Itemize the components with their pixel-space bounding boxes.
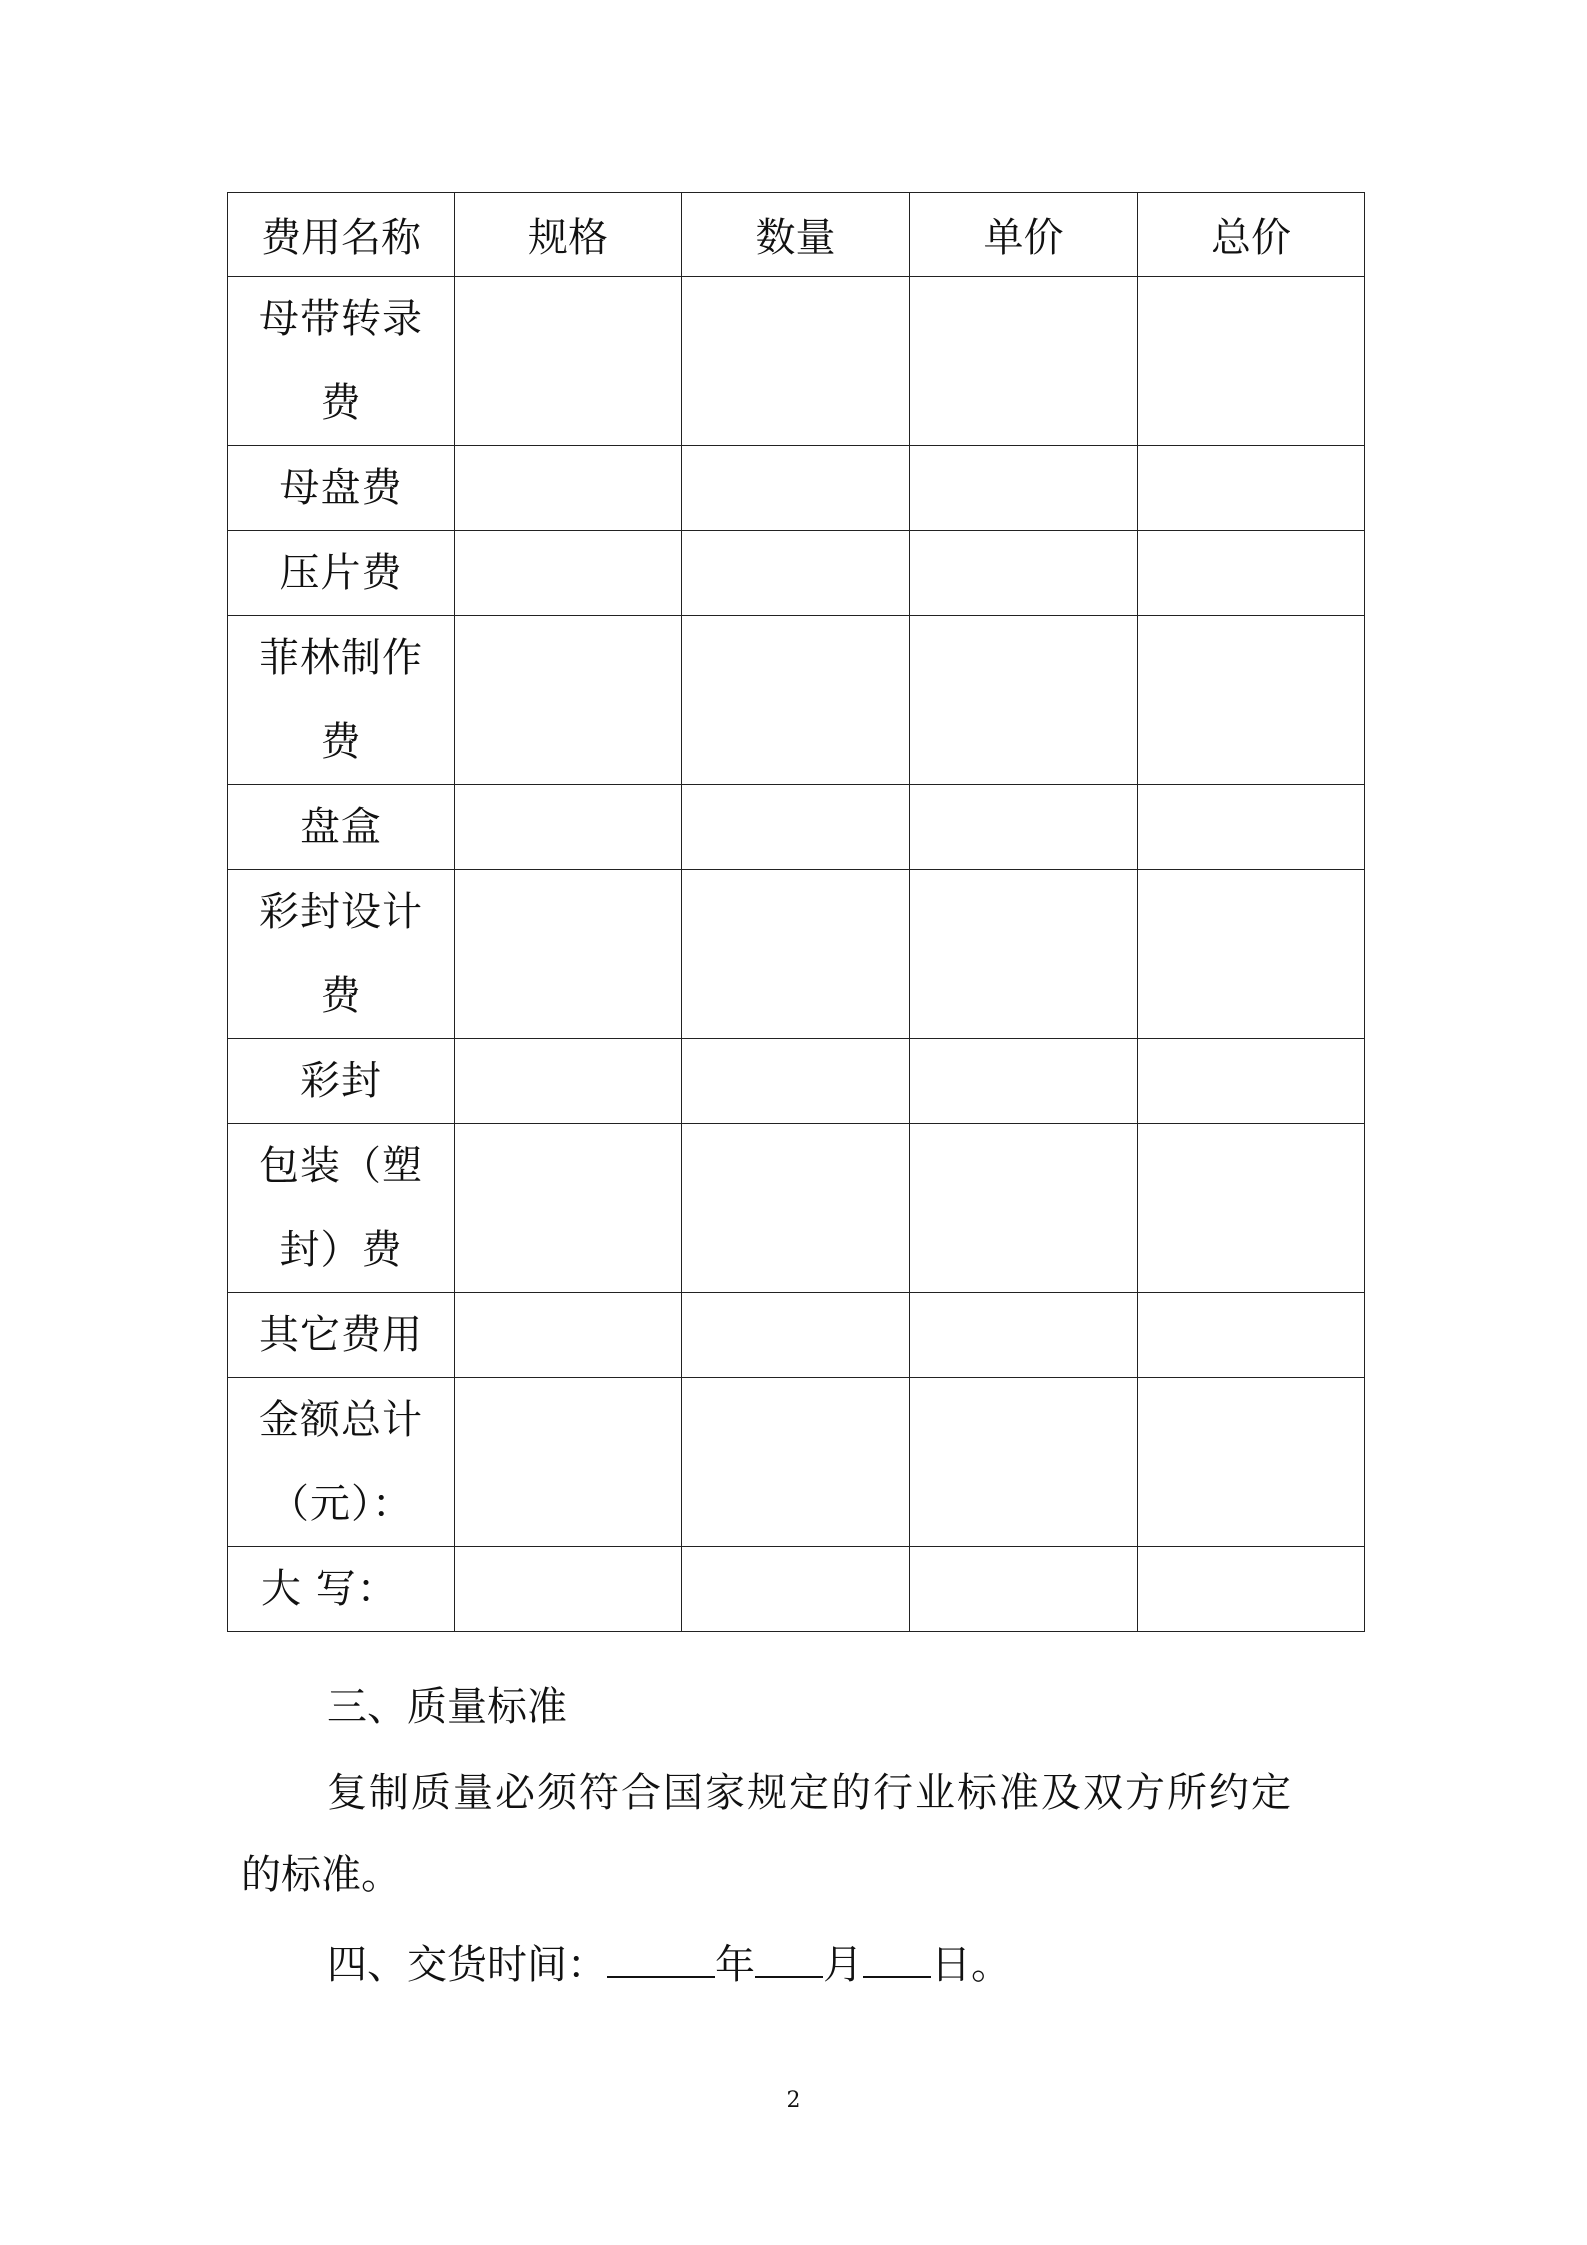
- day-label: 日。: [931, 1942, 1011, 1988]
- header-spec: 规格: [455, 193, 682, 277]
- row-unit-price-cell: [910, 1293, 1138, 1378]
- row-total-cell: [1138, 446, 1365, 531]
- table-row: [228, 1547, 1365, 1632]
- row-fee-name: 菲林制作费: [259, 635, 423, 765]
- row-quantity-cell: [682, 1039, 910, 1124]
- row-fee-name: 盘盒: [300, 804, 382, 850]
- row-spec-cell: [455, 1293, 682, 1378]
- row-quantity-cell: [682, 446, 910, 531]
- row-quantity-cell: [682, 785, 910, 870]
- row-total-cell: [1138, 277, 1365, 446]
- row-total-cell: [1138, 1124, 1365, 1293]
- row-unit-price-cell: [910, 277, 1138, 446]
- row-fee-name: 彩封: [300, 1058, 382, 1104]
- month-label: 月: [823, 1942, 863, 1988]
- row-unit-price-cell: [910, 1547, 1138, 1632]
- row-fee-name: 压片费: [279, 550, 403, 596]
- row-unit-price-cell: [910, 616, 1138, 785]
- row-fee-name: 金额总计（元）：: [259, 1397, 423, 1527]
- row-quantity-cell: [682, 1124, 910, 1293]
- table-row: [228, 1039, 1365, 1124]
- row-quantity-cell: [682, 1293, 910, 1378]
- row-unit-price-cell: [910, 531, 1138, 616]
- row-unit-price-cell: [910, 785, 1138, 870]
- row-spec-cell: [455, 785, 682, 870]
- section3-heading: 三、质量标准: [327, 1684, 567, 1730]
- table-row: [228, 1293, 1365, 1378]
- table-header-row: [228, 193, 1365, 277]
- header-quantity: 数量: [682, 193, 910, 277]
- header-fee-name: 费用名称: [228, 193, 455, 277]
- row-quantity-cell: [682, 616, 910, 785]
- row-total-cell: [1138, 1378, 1365, 1547]
- row-total-cell: [1138, 531, 1365, 616]
- row-spec-cell: [455, 1378, 682, 1547]
- row-quantity-cell: [682, 531, 910, 616]
- row-quantity-cell: [682, 1547, 910, 1632]
- table-row: [228, 531, 1365, 616]
- section4-delivery-line: [327, 1936, 1011, 1990]
- row-total-cell: [1138, 616, 1365, 785]
- year-blank-field[interactable]: [607, 1936, 715, 1978]
- row-spec-cell: [455, 531, 682, 616]
- table-row: [228, 277, 1365, 446]
- row-unit-price-cell: [910, 446, 1138, 531]
- row-spec-cell: [455, 446, 682, 531]
- row-quantity-cell: [682, 277, 910, 446]
- row-fee-name: 其它费用: [259, 1312, 423, 1358]
- row-fee-name: 母带转录费: [259, 296, 423, 426]
- table-row: [228, 870, 1365, 1039]
- row-total-cell: [1138, 1293, 1365, 1378]
- section3-body-line1: 复制质量必须符合国家规定的行业标准及双方所约定: [327, 1770, 1293, 1816]
- row-unit-price-cell: [910, 870, 1138, 1039]
- row-spec-cell: [455, 616, 682, 785]
- table-row: [228, 616, 1365, 785]
- row-quantity-cell: [682, 870, 910, 1039]
- row-total-cell: [1138, 1039, 1365, 1124]
- header-unit-price: 单价: [910, 193, 1138, 277]
- row-unit-price-cell: [910, 1124, 1138, 1293]
- row-spec-cell: [455, 1124, 682, 1293]
- section4-heading: 四、交货时间：: [327, 1942, 607, 1988]
- row-fee-name: 大 写：: [261, 1566, 398, 1612]
- row-total-cell: [1138, 785, 1365, 870]
- row-spec-cell: [455, 277, 682, 446]
- year-label: 年: [715, 1942, 755, 1988]
- section3-body-line2: 的标准。: [241, 1852, 401, 1898]
- table-row: [228, 446, 1365, 531]
- fee-table: [227, 192, 1365, 1632]
- row-fee-name: 母盘费: [279, 465, 403, 511]
- page-number: 2: [786, 2088, 801, 2113]
- day-blank-field[interactable]: [863, 1936, 931, 1978]
- month-blank-field[interactable]: [755, 1936, 823, 1978]
- row-unit-price-cell: [910, 1378, 1138, 1547]
- table-row: [228, 785, 1365, 870]
- row-spec-cell: [455, 1547, 682, 1632]
- row-spec-cell: [455, 870, 682, 1039]
- row-fee-name: 包装（塑封）费: [259, 1143, 423, 1273]
- table-row: [228, 1124, 1365, 1293]
- row-total-cell: [1138, 870, 1365, 1039]
- row-total-cell: [1138, 1547, 1365, 1632]
- row-unit-price-cell: [910, 1039, 1138, 1124]
- row-fee-name: 彩封设计费: [259, 889, 423, 1019]
- table-row: [228, 1378, 1365, 1547]
- row-spec-cell: [455, 1039, 682, 1124]
- row-quantity-cell: [682, 1378, 910, 1547]
- header-total-price: 总价: [1138, 193, 1365, 277]
